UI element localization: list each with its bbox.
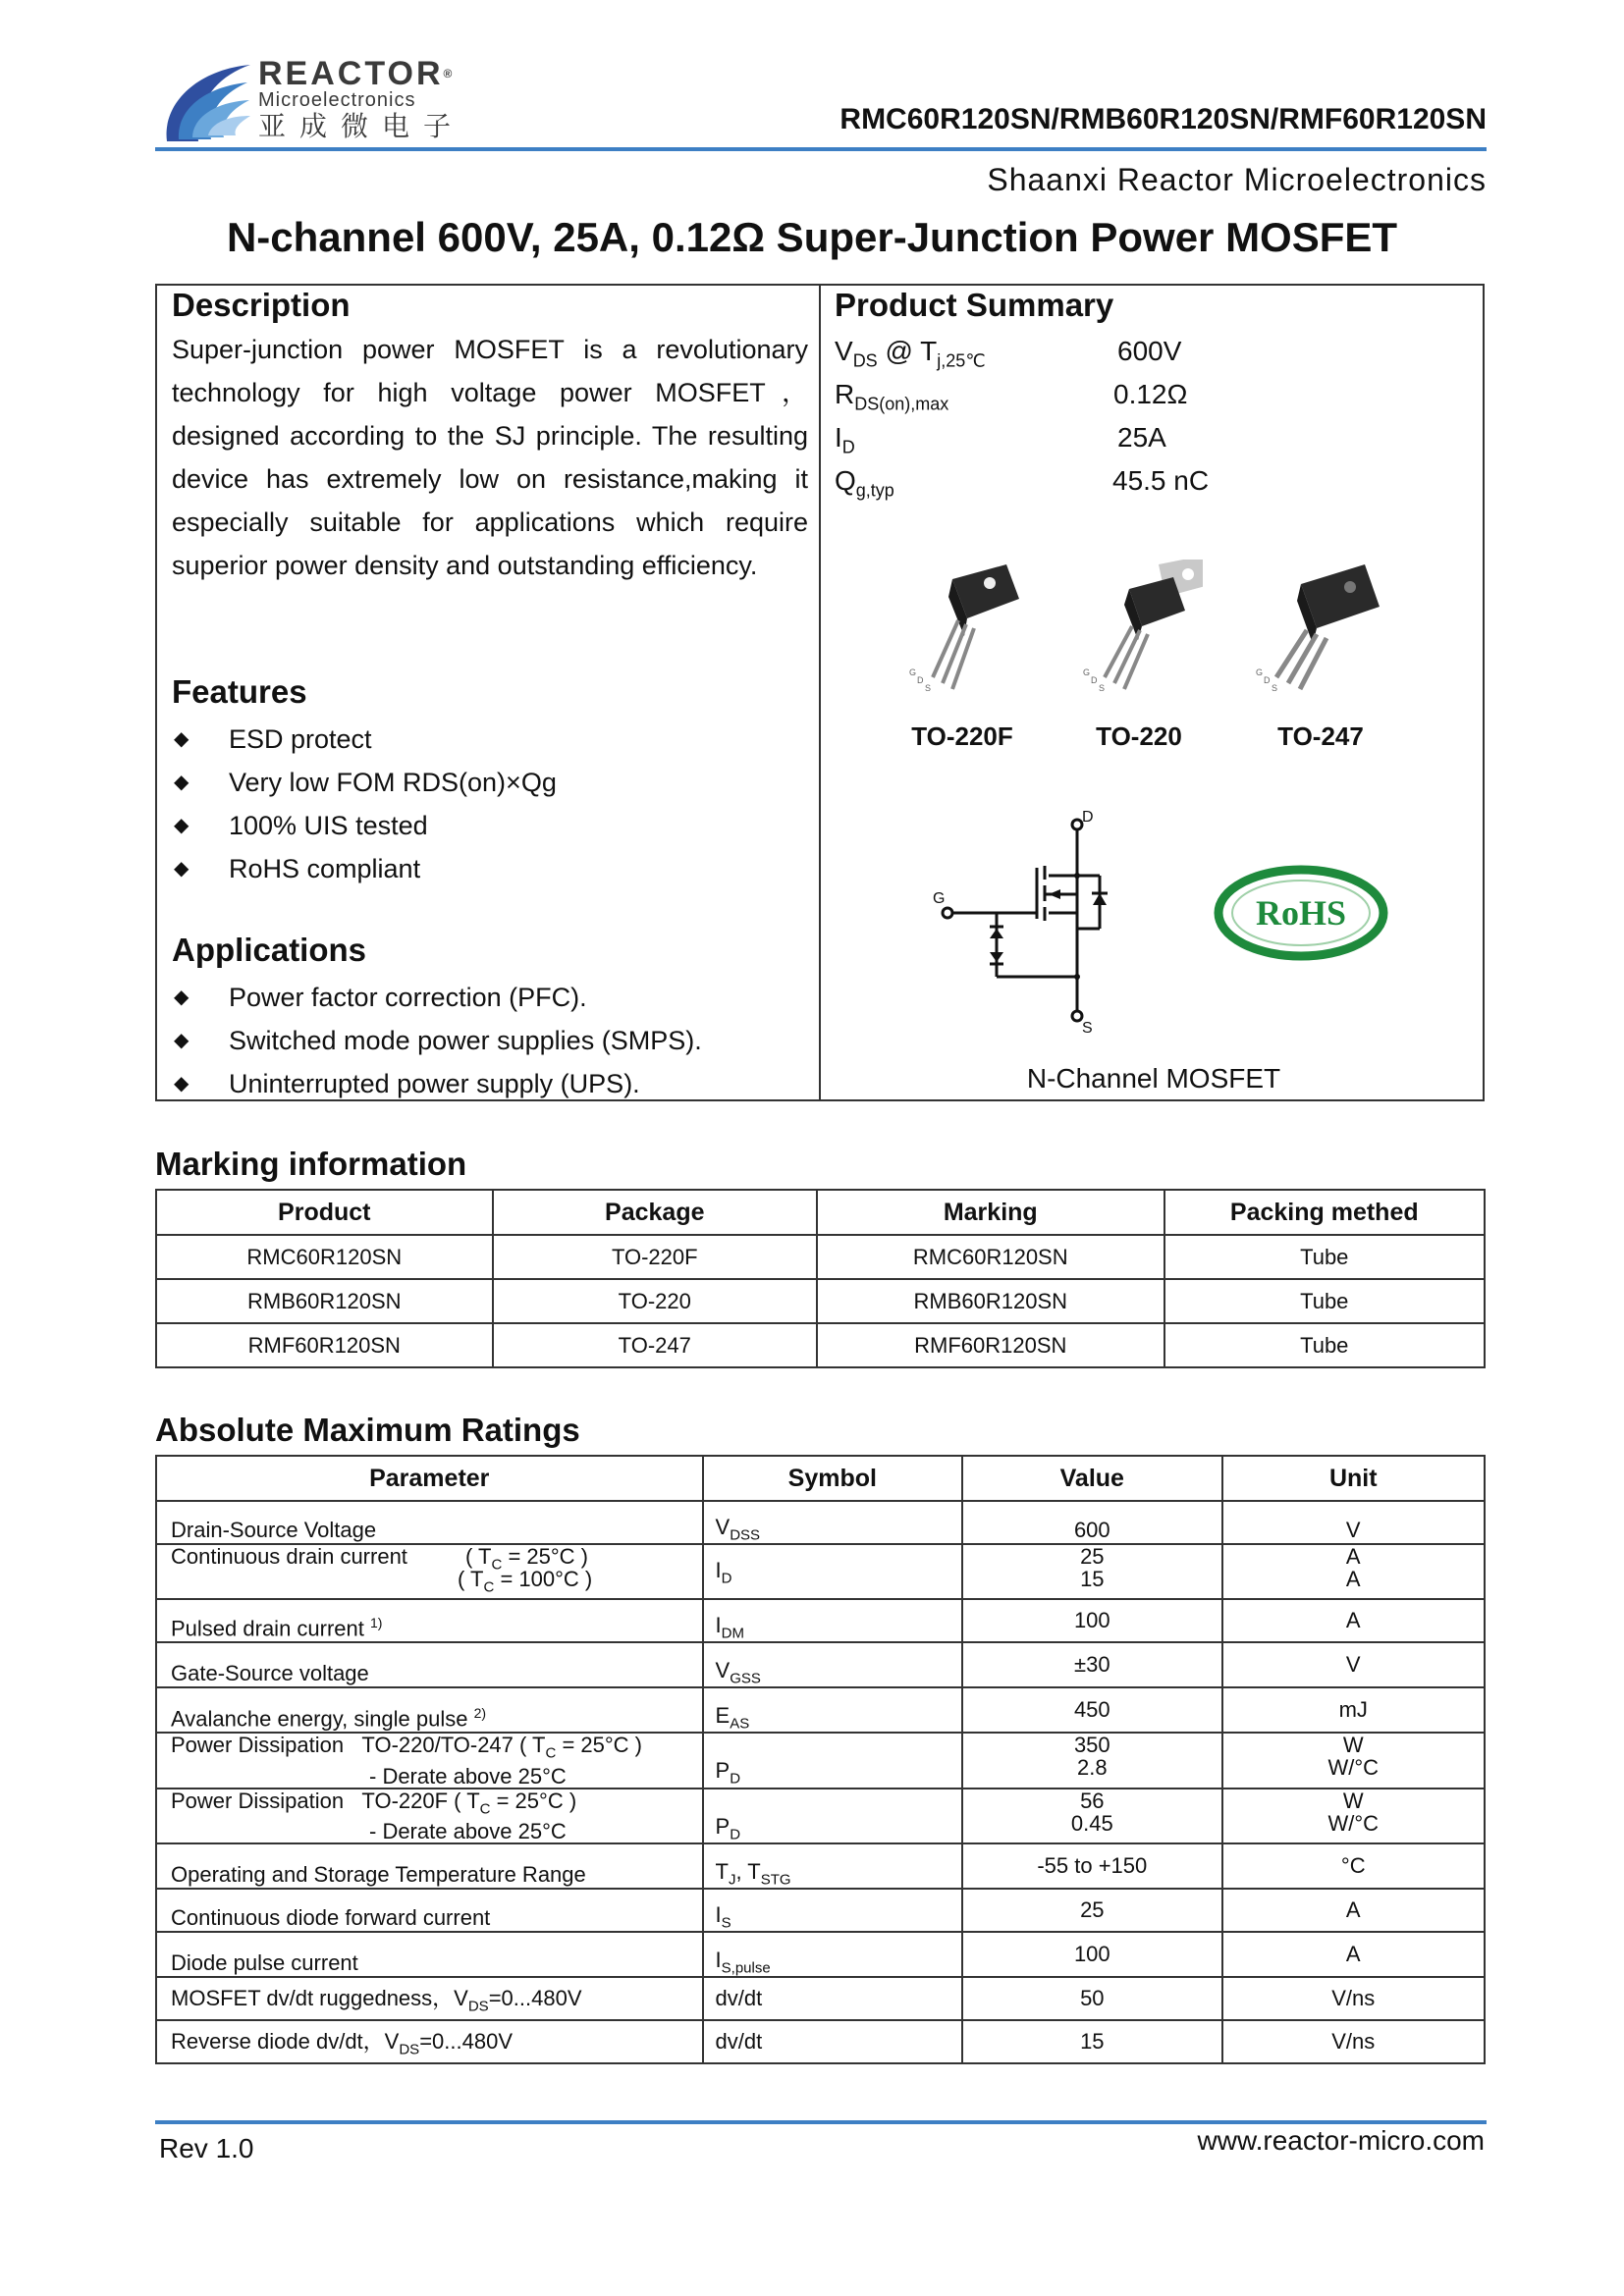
header-rule	[155, 147, 1487, 151]
table-row	[156, 1544, 1485, 1599]
summary-row	[835, 416, 1227, 459]
table-cell: RMB60R120SN	[156, 1279, 493, 1323]
table-row	[156, 1932, 1485, 1977]
bullet-diamond-icon: ◆	[174, 858, 189, 880]
parameter-cell: Operating and Storage Temperature Range	[156, 1843, 703, 1889]
list-item	[172, 976, 702, 1019]
table-row	[156, 1843, 1485, 1889]
svg-text:D: D	[1264, 675, 1271, 685]
marking-table	[155, 1189, 1486, 1368]
parameter-cell: Continuous drain current ( $T_C = 25^\circ C$ ) ( $T_C = 100^\circ C$ )	[156, 1544, 703, 1599]
summary-row	[835, 459, 1227, 503]
summary-row	[835, 373, 1227, 416]
list-item	[172, 847, 557, 890]
table-row	[156, 1789, 1485, 1843]
feature-text: RoHS compliant	[229, 854, 421, 883]
summary-value: 25A	[1117, 422, 1166, 453]
revision-label: Rev 1.0	[159, 2133, 254, 2163]
column-header: Value	[962, 1456, 1221, 1501]
unit-cell: A	[1222, 1889, 1485, 1932]
application-text: Uninterrupted power supply (UPS).	[229, 1069, 640, 1098]
logo-wordmark	[258, 57, 464, 143]
value-cell: 25 15	[962, 1544, 1221, 1599]
svg-text:S: S	[925, 683, 932, 693]
to247-package-image	[1252, 560, 1380, 697]
symbol-cell: $I_D$	[703, 1544, 963, 1599]
parameter-cell: Power Dissipation TO-220F ( $T_C = 25^\circ C$ ) - Derate above 25°C	[156, 1789, 703, 1843]
table-row	[156, 1599, 1485, 1642]
column-header: Marking	[817, 1190, 1164, 1235]
list-item	[172, 1062, 702, 1105]
column-header: Package	[493, 1190, 817, 1235]
value-cell: 25	[962, 1889, 1221, 1932]
unit-cell: V	[1222, 1501, 1485, 1544]
value-cell: 50	[962, 1977, 1221, 2020]
registered-mark: ®	[443, 67, 456, 80]
parameter-cell: Avalanche energy, single pulse $^{2)}$	[156, 1687, 703, 1733]
svg-text:D: D	[1082, 809, 1094, 826]
svg-text:G: G	[933, 890, 946, 907]
table-cell: RMF60R120SN	[156, 1323, 493, 1367]
bullet-diamond-icon: ◆	[174, 1073, 189, 1095]
features-heading: Features	[172, 673, 307, 710]
table-row	[156, 1323, 1485, 1367]
list-item	[172, 1019, 702, 1062]
unit-cell: V/ns	[1222, 2020, 1485, 2063]
unit-cell: W W/°C	[1222, 1789, 1485, 1843]
package-label: TO-220	[1096, 721, 1182, 751]
column-header: Unit	[1222, 1456, 1485, 1501]
table-cell: Tube	[1164, 1235, 1485, 1279]
ratings-title: Absolute Maximum Ratings	[155, 1412, 580, 1448]
symbol-cell: $E_{AS}$	[703, 1687, 963, 1733]
brand-subtitle: Microelectronics	[258, 89, 416, 111]
table-row	[156, 1642, 1485, 1687]
value-cell: 450	[962, 1687, 1221, 1733]
value-cell: 100	[962, 1932, 1221, 1977]
summary-symbol: $V_{DS}$ @ $T_{j,25℃}$	[835, 336, 986, 371]
package-label: TO-247	[1277, 721, 1364, 751]
overview-divider	[819, 284, 821, 1101]
package-label: TO-220F	[911, 721, 1013, 751]
feature-text: Very low FOM RDS(on)×Qg	[229, 768, 557, 797]
symbol-cell: $P_D$	[703, 1733, 963, 1788]
product-summary-table	[835, 330, 1227, 503]
symbol-cell: $T_J$, $T_{STG}$	[703, 1843, 963, 1889]
table-cell: Tube	[1164, 1323, 1485, 1367]
value-cell: 350 2.8	[962, 1733, 1221, 1788]
nmos-schematic-diagram	[923, 805, 1139, 1041]
unit-cell: A	[1222, 1932, 1485, 1977]
value-cell: -55 to +150	[962, 1843, 1221, 1889]
description-heading: Description	[172, 287, 351, 323]
symbol-cell: $V_{DSS}$	[703, 1501, 963, 1544]
value-cell: 56 0.45	[962, 1789, 1221, 1843]
table-cell: Tube	[1164, 1279, 1485, 1323]
to220-package-image	[1075, 560, 1203, 697]
feature-text: ESD protect	[229, 724, 372, 754]
svg-text:G: G	[909, 667, 917, 677]
table-row	[156, 1501, 1485, 1544]
svg-text:D: D	[1091, 675, 1098, 685]
bullet-diamond-icon: ◆	[174, 815, 189, 836]
table-header-row	[156, 1190, 1485, 1235]
value-cell: 100	[962, 1599, 1221, 1642]
summary-row	[835, 330, 1227, 373]
bullet-diamond-icon: ◆	[174, 987, 189, 1008]
website-url: www.reactor-micro.com	[1197, 2125, 1485, 2156]
table-row	[156, 1733, 1485, 1788]
value-cell: ±30	[962, 1642, 1221, 1687]
unit-cell: V/ns	[1222, 1977, 1485, 2020]
list-item	[172, 718, 557, 761]
svg-text:S: S	[1099, 683, 1106, 693]
brand-name: REACTOR	[258, 55, 444, 92]
bullet-diamond-icon: ◆	[174, 728, 189, 750]
svg-text:RoHS: RoHS	[1255, 893, 1347, 933]
parameter-cell: Drain-Source Voltage	[156, 1501, 703, 1544]
symbol-cell: $I_{DM}$	[703, 1599, 963, 1642]
unit-cell: V	[1222, 1642, 1485, 1687]
parameter-cell: Pulsed drain current $^{1)}$	[156, 1599, 703, 1642]
column-header: Parameter	[156, 1456, 703, 1501]
unit-cell: W W/°C	[1222, 1733, 1485, 1788]
table-row	[156, 1279, 1485, 1323]
summary-symbol: $R_{DS(on),max}$	[835, 379, 949, 414]
table-cell: TO-247	[493, 1323, 817, 1367]
table-cell: TO-220F	[493, 1235, 817, 1279]
column-header: Symbol	[703, 1456, 963, 1501]
table-cell: TO-220	[493, 1279, 817, 1323]
summary-value: 0.12Ω	[1113, 379, 1188, 409]
svg-text:S: S	[1082, 1020, 1093, 1037]
document-title: N-channel 600V, 25A, 0.12Ω Super-Junction Power MOSFET	[226, 214, 1398, 260]
table-row	[156, 1235, 1485, 1279]
description-text: Super-junction power MOSFET is a revolutionary technology for high voltage power MOSFET， designed according to the SJ principle. The resulting device has extremely low on resistance,making it especially suitable for applications which require superior power density and outstanding efficiency.	[172, 335, 808, 580]
list-item	[172, 804, 557, 847]
parameter-cell: Diode pulse current	[156, 1932, 703, 1977]
marking-title: Marking information	[155, 1146, 467, 1182]
unit-cell: °C	[1222, 1843, 1485, 1889]
parameter-cell: Gate-Source voltage	[156, 1642, 703, 1687]
table-header-row	[156, 1456, 1485, 1501]
features-list	[172, 718, 557, 890]
application-text: Power factor correction (PFC).	[229, 983, 587, 1012]
table-row	[156, 2020, 1485, 2063]
symbol-cell: dv/dt	[703, 1977, 963, 2020]
symbol-cell: $I_{S,pulse}$	[703, 1932, 963, 1977]
application-text: Switched mode power supplies (SMPS).	[229, 1026, 702, 1055]
ratings-table	[155, 1455, 1486, 2064]
summary-value: 45.5 nC	[1112, 465, 1210, 496]
applications-list	[172, 976, 702, 1105]
product-summary-heading: Product Summary	[835, 287, 1114, 323]
svg-text:S: S	[1272, 683, 1278, 693]
column-header: Product	[156, 1190, 493, 1235]
schematic-caption: N-Channel MOSFET	[1026, 1063, 1281, 1094]
svg-text:G: G	[1083, 667, 1091, 677]
to220f-package-image	[893, 560, 1021, 697]
parameter-cell: Reverse diode dv/dt，$V_{DS}=0...480V$	[156, 2020, 703, 2063]
feature-text: 100% UIS tested	[229, 811, 428, 840]
table-row	[156, 1977, 1485, 2020]
table-row	[156, 1889, 1485, 1932]
column-header: Packing methed	[1164, 1190, 1485, 1235]
value-cell: 15	[962, 2020, 1221, 2063]
parameter-cell: Power Dissipation TO-220/TO-247 ( $T_C = 25^\circ C$ ) - Derate above 25°C	[156, 1733, 703, 1788]
brand-chinese: 亚成微电子	[258, 110, 465, 142]
list-item	[172, 761, 557, 804]
footer-rule	[155, 2120, 1487, 2124]
svg-text:D: D	[917, 675, 924, 685]
unit-cell: A	[1222, 1599, 1485, 1642]
symbol-cell: $V_{GSS}$	[703, 1642, 963, 1687]
rohs-logo	[1213, 864, 1389, 962]
parameter-cell: MOSFET dv/dt ruggedness，$V_{DS}=0...480V$	[156, 1977, 703, 2020]
parameter-cell: Continuous diode forward current	[156, 1889, 703, 1932]
unit-cell: mJ	[1222, 1687, 1485, 1733]
svg-text:G: G	[1256, 667, 1264, 677]
table-row	[156, 1687, 1485, 1733]
table-cell: RMB60R120SN	[817, 1279, 1164, 1323]
value-cell: 600	[962, 1501, 1221, 1544]
symbol-cell: dv/dt	[703, 2020, 963, 2063]
summary-symbol: $Q_{g,typ}$	[835, 465, 894, 501]
symbol-cell: $P_D$	[703, 1789, 963, 1843]
applications-heading: Applications	[172, 932, 367, 968]
unit-cell: A A	[1222, 1544, 1485, 1599]
summary-value: 600V	[1117, 336, 1182, 366]
table-cell: RMF60R120SN	[817, 1323, 1164, 1367]
symbol-cell: $I_S$	[703, 1889, 963, 1932]
bullet-diamond-icon: ◆	[174, 772, 189, 793]
company-name: Shaanxi Reactor Microelectronics	[987, 162, 1487, 197]
bullet-diamond-icon: ◆	[174, 1030, 189, 1051]
table-cell: RMC60R120SN	[156, 1235, 493, 1279]
part-numbers: RMC60R120SN/RMB60R120SN/RMF60R120SN	[839, 103, 1487, 135]
summary-symbol: $I_D$	[835, 422, 855, 457]
table-cell: RMC60R120SN	[817, 1235, 1164, 1279]
